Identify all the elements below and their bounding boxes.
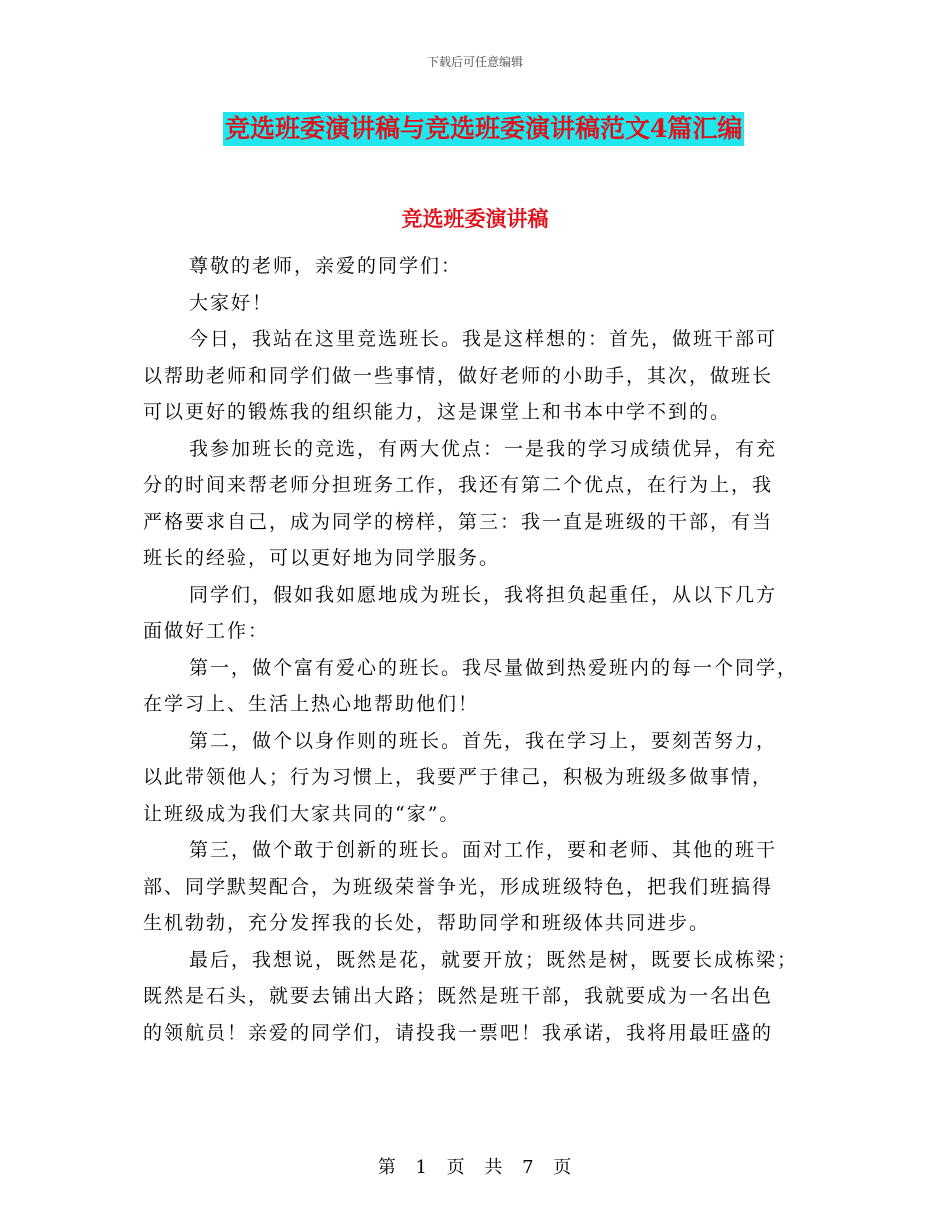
paragraph-line: 今日，我站在这里竞选班长。我是这样想的：首先，做班干部可 xyxy=(189,328,778,350)
section-title: 竞选班委演讲稿 xyxy=(401,206,549,231)
paragraph-line: 大家好！ xyxy=(189,291,274,314)
paragraph-line: 分的时间来帮老师分担班务工作，我还有第二个优点，在行为上，我 xyxy=(143,474,774,496)
paragraph-line: 第二，做个以身作则的班长。首先，我在学习上，要刻苦努力， xyxy=(189,729,778,752)
paragraph-line: 第一，做个富有爱心的班长。我尽量做到热爱班内的每一个同学， xyxy=(189,656,799,679)
paragraph-line: 我参加班长的竞选，有两大优点：一是我的学习成绩优异，有充 xyxy=(189,437,778,460)
page-current: 1 xyxy=(415,1157,428,1178)
paragraph-line: 尊敬的老师，亲爱的同学们： xyxy=(189,255,463,277)
paragraph-line: 班长的经验，可以更好地为同学服务。 xyxy=(143,547,501,569)
paragraph-line: 第三，做个敢于创新的班长。面对工作，要和老师、其他的班干 xyxy=(189,839,778,861)
paragraph-line: 以帮助老师和同学们做一些事情，做好老师的小助手，其次，做班长 xyxy=(143,364,774,387)
body-text xyxy=(143,248,813,1051)
paragraph-line: 让班级成为我们大家共同的“家”。 xyxy=(143,802,461,825)
paragraph-line: 最后，我想说，既然是花，就要开放；既然是树，既要长成栋梁； xyxy=(189,948,799,971)
page-total-prefix: 共 xyxy=(484,1157,504,1178)
page-suffix: 页 xyxy=(553,1157,573,1178)
paragraph-line: 可以更好的锻炼我的组织能力，这是课堂上和书本中学不到的。 xyxy=(143,401,732,423)
document-title: 竞选班委演讲稿与竞选班委演讲稿范文4篇汇编 xyxy=(223,112,744,146)
header-note: 下载后可任意编辑 xyxy=(426,55,523,69)
paragraph-line: 同学们，假如我如愿地成为班长，我将担负起重任，从以下几方 xyxy=(189,583,778,606)
paragraph-line: 生机勃勃，充分发挥我的长处，帮助同学和班级体共同进步。 xyxy=(143,912,711,934)
page-footer xyxy=(0,1153,950,1179)
paragraph-line: 面做好工作： xyxy=(143,620,270,642)
page-total: 7 xyxy=(522,1157,535,1178)
paragraph-line: 以此带领他人；行为习惯上，我要严于律己，积极为班级多做事情， xyxy=(143,766,774,788)
page-prefix: 第 xyxy=(377,1157,397,1178)
paragraph-line: 的领航员！亲爱的同学们，请投我一票吧！我承诺，我将用最旺盛的 xyxy=(143,1021,774,1044)
page-mid: 页 xyxy=(446,1157,466,1178)
paragraph-line: 部、同学默契配合，为班级荣誉争光，形成班级特色，把我们班搞得 xyxy=(143,875,774,898)
paragraph-line: 既然是石头，就要去铺出大路；既然是班干部，我就要成为一名出色 xyxy=(143,985,774,1007)
paragraph-line: 严格要求自己，成为同学的榜样，第三：我一直是班级的干部，有当 xyxy=(143,510,774,533)
paragraph-line: 在学习上、生活上热心地帮助他们！ xyxy=(143,693,480,715)
